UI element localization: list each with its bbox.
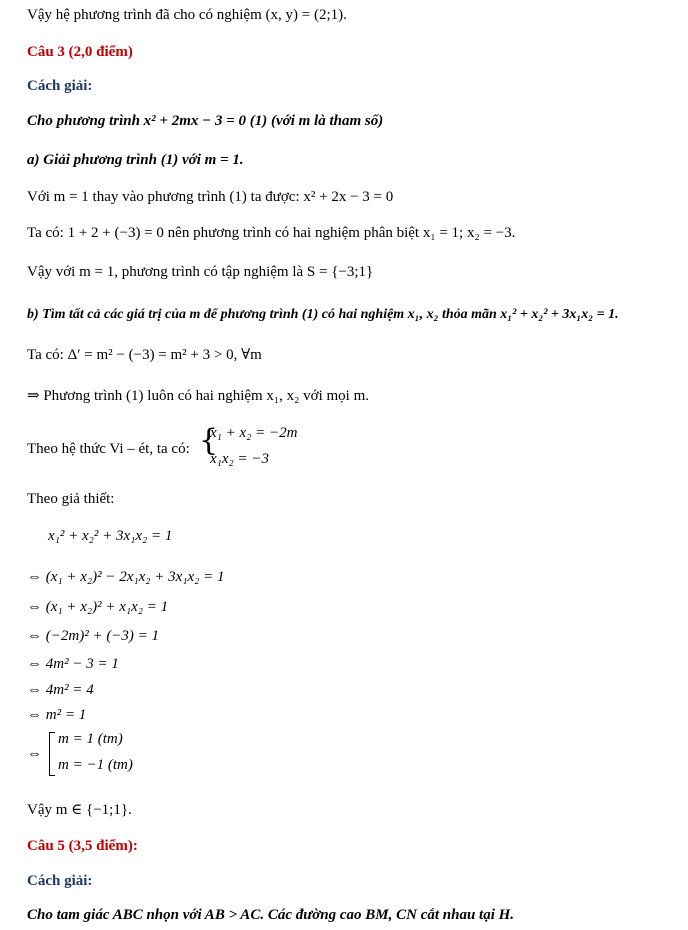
step-4: ⇔ 4m² − 3 = 1 [27, 656, 119, 672]
part-b-two-roots: ⇒ Phương trình (1) luôn có hai nghiệm x₁, x₂ với mọi m. [27, 388, 369, 404]
question-3-title: Câu 3 (2,0 điểm) [27, 44, 133, 60]
part-a-substitution: Với m = 1 thay vào phương trình (1) ta được: x² + 2x − 3 = 0 [27, 189, 394, 205]
question-5-solution-label: Cách giải: [27, 873, 93, 889]
step-6: ⇔ m² = 1 [27, 707, 87, 723]
vieta-sum: x₁ + x₂ = −2m [210, 425, 298, 441]
final-equivalence-arrow: ⇔ [27, 746, 42, 762]
assumption-equation: x₁² + x₂² + 3x₁x₂ = 1 [48, 528, 173, 544]
step-1: ⇔ (x₁ + x₂)² − 2x₁x₂ + 3x₁x₂ = 1 [27, 569, 225, 585]
vieta-brace: { [199, 423, 219, 458]
assumption-label: Theo giả thiết: [27, 491, 115, 507]
step-5: ⇔ 4m² = 4 [27, 682, 94, 698]
vieta-product: x₁x₂ = −3 [210, 451, 269, 467]
part-b-discriminant: Ta có: Δ′ = m² − (−3) = m² + 3 > 0, ∀m [27, 347, 262, 363]
part-b-heading: b) Tìm tất cả các giá trị của m để phương trình (1) có hai nghiệm x₁, x₂ thỏa mãn x₁² + x₂² + 3x₁x₂ = 1. [27, 307, 619, 322]
cases-bracket [49, 732, 55, 776]
case-m-minus-1: m = −1 (tm) [58, 757, 133, 773]
part-a-heading: a) Giải phương trình (1) với m = 1. [27, 152, 244, 168]
question-3-solution-label: Cách giải: [27, 78, 93, 94]
question-5-problem: Cho tam giác ABC nhọn với AB > AC. Các đường cao BM, CN cắt nhau tại H. [27, 907, 515, 923]
question-3-problem: Cho phương trình x² + 2mx − 3 = 0 (1) (với m là tham số) [27, 113, 384, 129]
step-3: ⇔ (−2m)² + (−3) = 1 [27, 628, 160, 644]
part-a-solution-set: Vậy với m = 1, phương trình có tập nghiệm là S = {−3;1} [27, 264, 374, 280]
question-5-title: Câu 5 (3,5 điểm): [27, 838, 138, 854]
vieta-label: Theo hệ thức Vi – ét, ta có: [27, 441, 190, 457]
case-m-1: m = 1 (tm) [58, 731, 123, 747]
previous-conclusion: Vậy hệ phương trình đã cho có nghiệm (x, y) = (2;1). [27, 7, 347, 23]
part-b-conclusion: Vậy m ∈ {−1;1}. [27, 802, 132, 818]
step-2: ⇔ (x₁ + x₂)² + x₁x₂ = 1 [27, 599, 169, 615]
part-a-roots: Ta có: 1 + 2 + (−3) = 0 nên phương trình có hai nghiệm phân biệt x₁ = 1; x₂ = −3. [27, 225, 516, 241]
